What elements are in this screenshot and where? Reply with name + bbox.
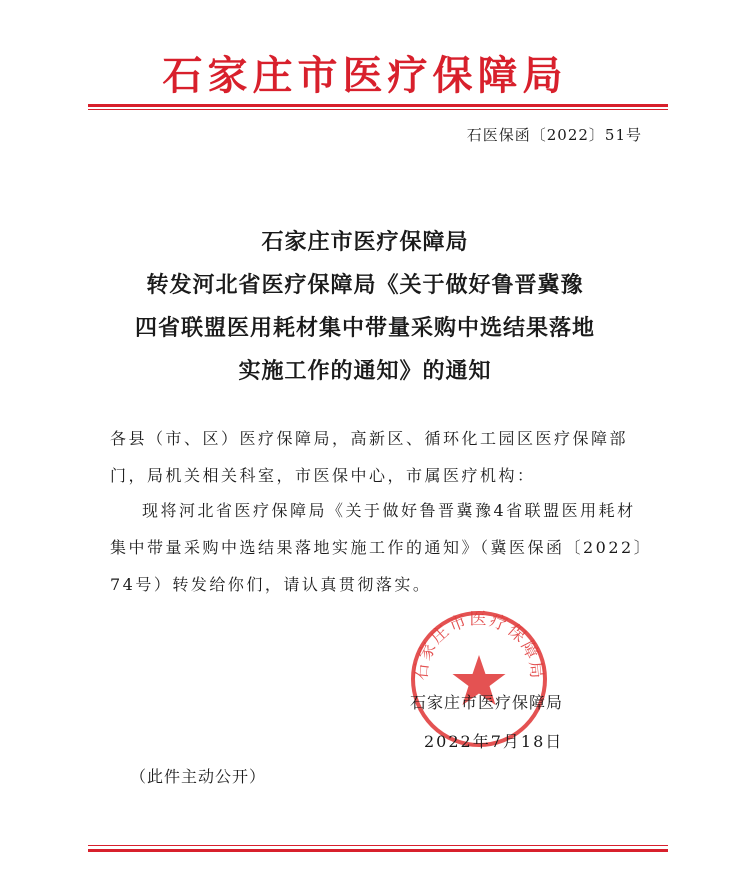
title-line: 四省联盟医用耗材集中带量采购中选结果落地 [134, 315, 595, 341]
document-title [0, 221, 730, 393]
signer-name: 石家庄市医疗保障局 [410, 693, 564, 712]
agency-header-title: 石家庄市医疗保障局 [162, 52, 568, 99]
footer-divider-thin [88, 845, 668, 846]
header-divider-thick [88, 104, 668, 107]
header-divider-thin [88, 109, 668, 110]
seal-arc-text: 石家庄市医疗保障局 [411, 609, 547, 682]
title-line: 转发河北省医疗保障局《关于做好鲁晋冀豫 [146, 272, 584, 298]
disclosure-note: （此件主动公开） [130, 767, 267, 786]
signature-date: 2022年7月18日 [424, 732, 564, 751]
title-line: 实施工作的通知》的通知 [238, 358, 492, 384]
addressee-paragraph: 各县（市、区）医疗保障局，高新区、循环化工园区医疗保障部门，局机关相关科室，市医保中心，市属医疗机构： [110, 429, 629, 485]
body-paragraph: 现将河北省医疗保障局《关于做好鲁晋冀豫4省联盟医用耗材集中带量采购中选结果落地实施工作的通知》（冀医保函〔2022〕74号）转发给你们，请认真贯彻落实。 [110, 501, 645, 594]
document-number: 石医保函〔2022〕51号 [466, 126, 642, 144]
footer-divider-thick [88, 849, 668, 852]
title-line: 石家庄市医疗保障局 [261, 229, 469, 255]
